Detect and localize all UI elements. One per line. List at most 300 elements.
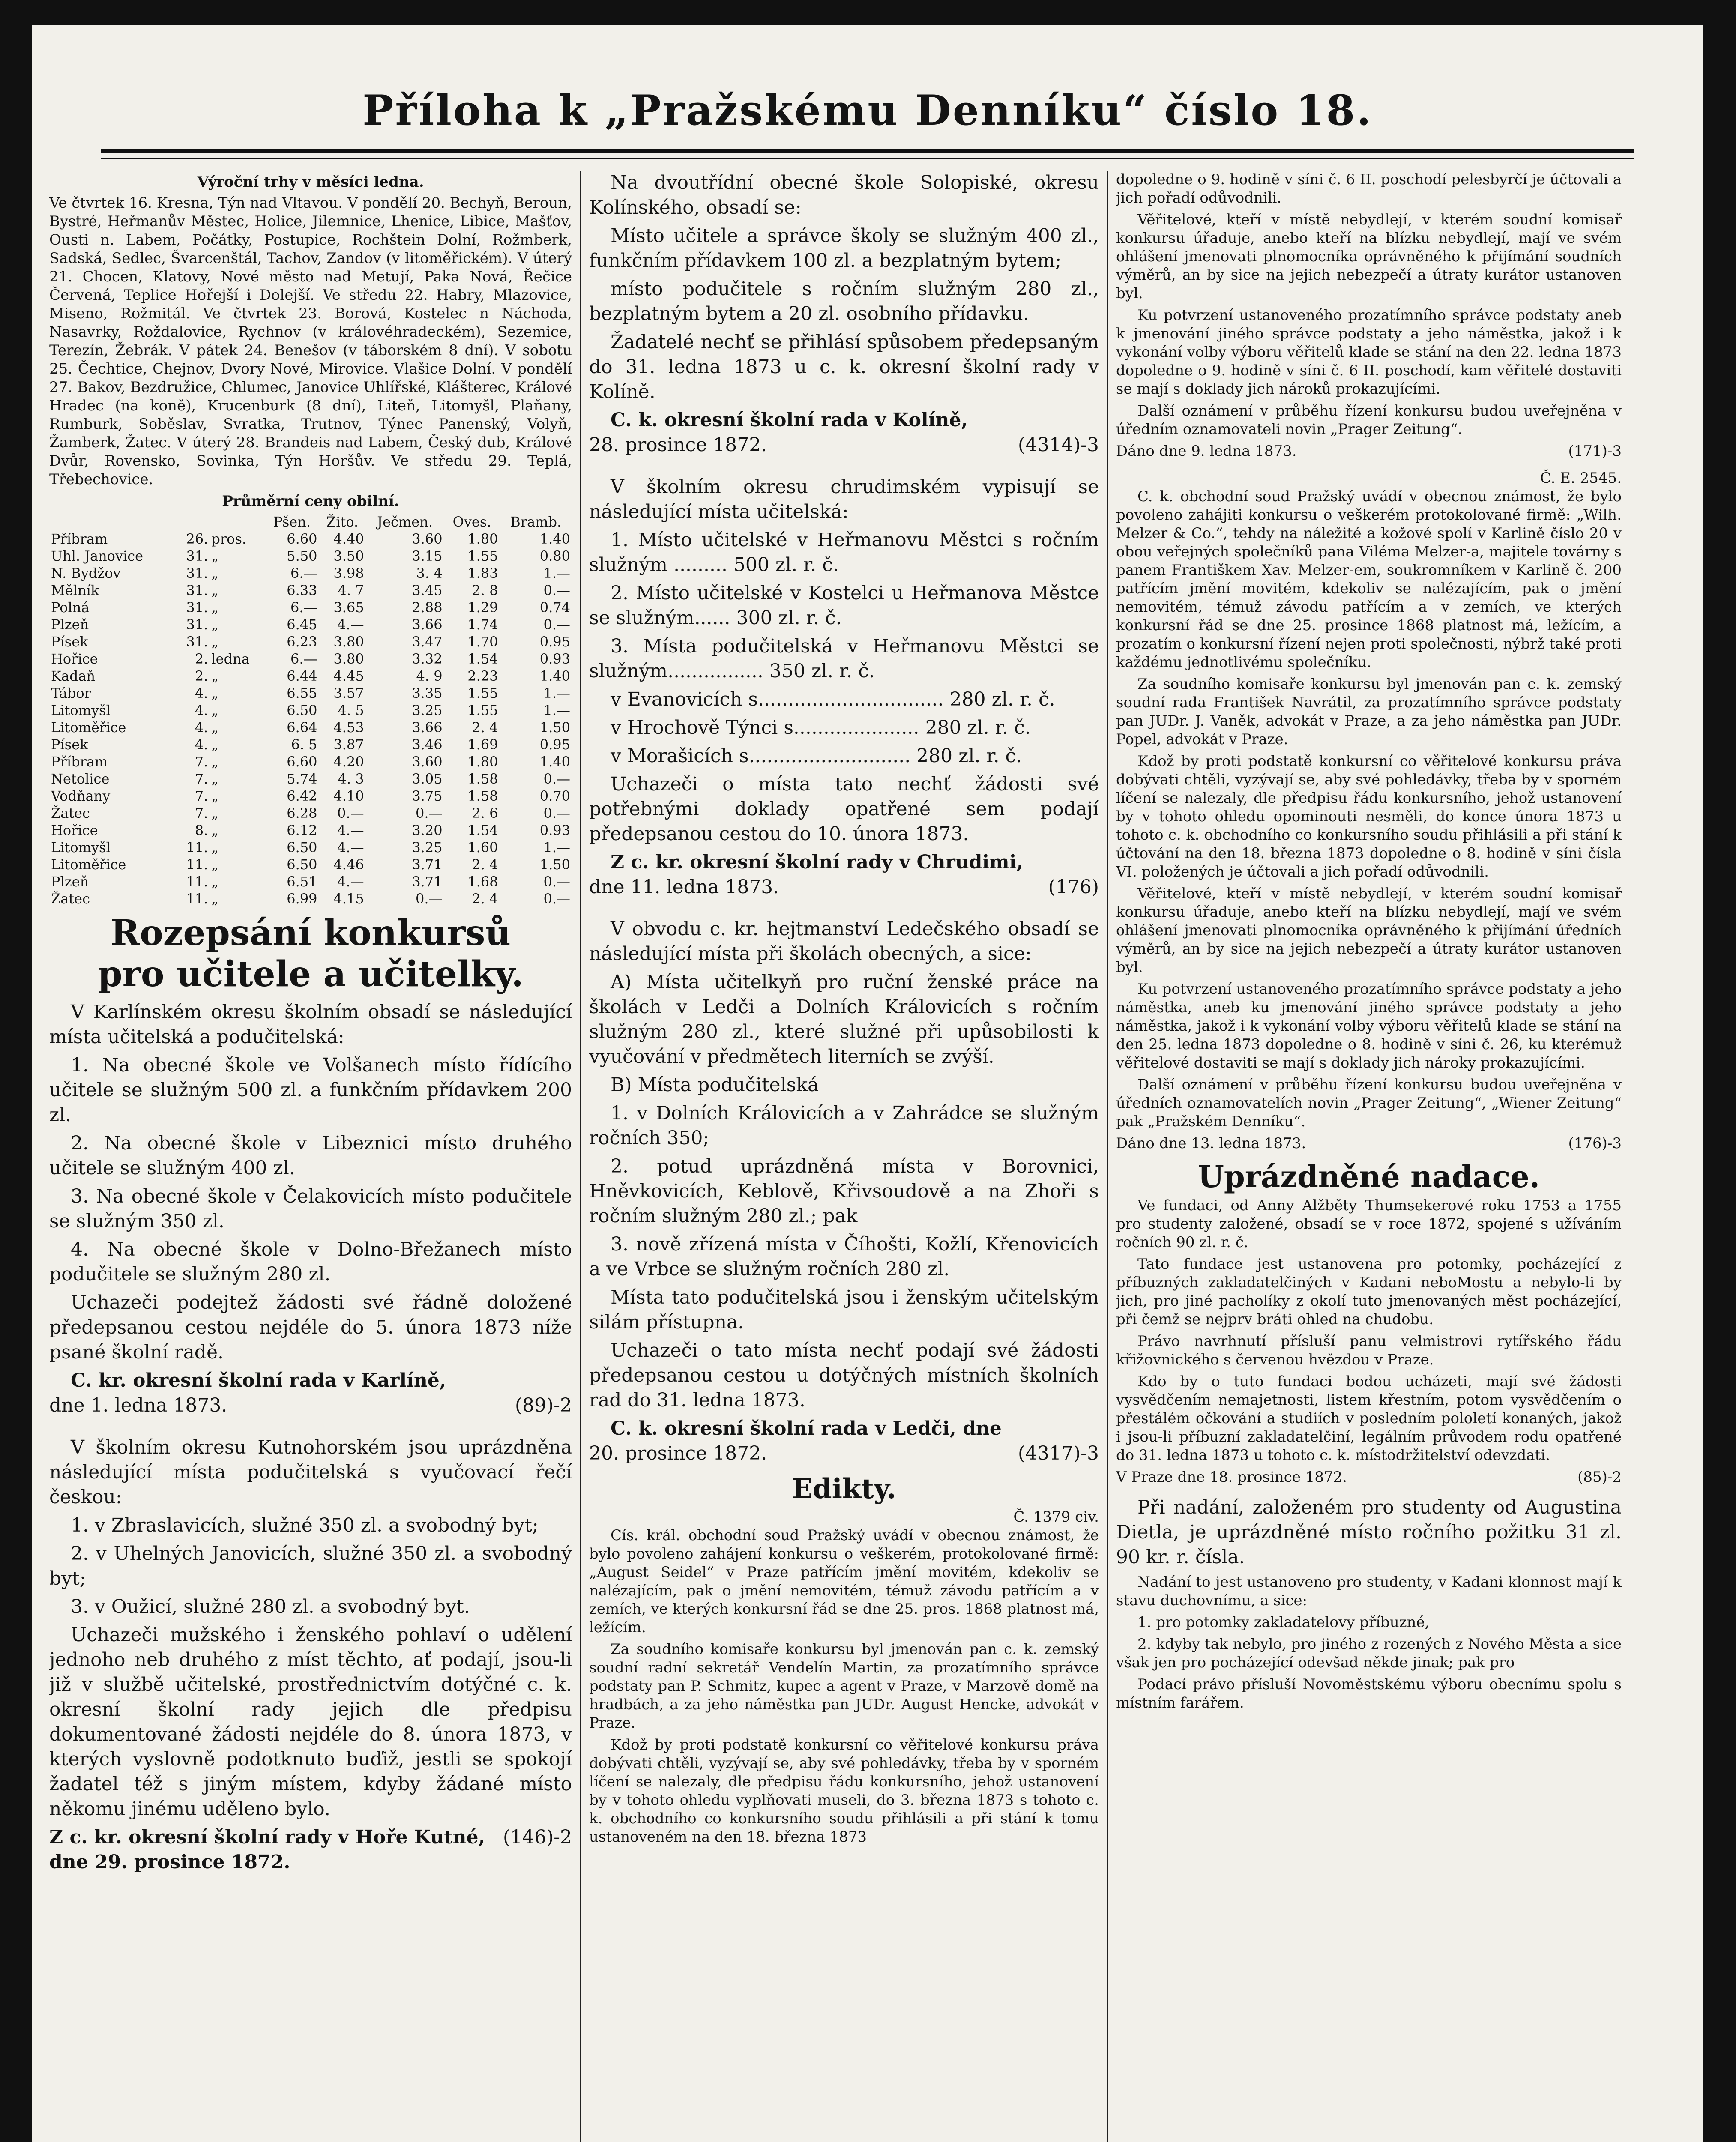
- table-cell: Uhl. Janovice: [51, 548, 144, 564]
- karlin-intro: V Karlínském okresu školním obsadí se následující místa učitelská a podučitelská:: [49, 1001, 572, 1048]
- edikt2-number: Č. E. 2545.: [1540, 470, 1622, 487]
- table-cell: 4. 9: [416, 668, 443, 684]
- list-item: 1. Místo učitelské v Heřmanovu Městci s ročním služným ......... 500 zl. r. č.: [589, 529, 1099, 576]
- further-notice-paragraph: Další oznámení v průběhu řízení konkursu budou uveřejněna v úředním oznamovateli novin „Prager Zeitung“.: [1116, 402, 1622, 438]
- table-cell: 3.66: [412, 719, 443, 736]
- table-cell: 1.29: [467, 599, 498, 616]
- list-item: 2. potud uprázdněná místa v Borovnici, Hněvkovicích, Keblově, Křivsoudově a na Zhoři s ročním služným 280 zl.; pak: [589, 1155, 1099, 1227]
- ref-2: (176)-3: [1568, 1135, 1622, 1152]
- confirmation-paragraph: Ku potvrzení ustanoveného prozatímního správce podstaty aneb k jmenování jiného správce podstaty a jeho náměstka, jakož i k vykonání volby výboru věřitelů klade se stání na den 22. ledna 1873 dopoledne o 9. hodině v síni č. 6 II. poschodí, kam věřitelé dostaviti se mají s doklady jich nároků prokazujícími.: [1116, 307, 1622, 398]
- list-item: 2. v Uhelných Janovicích, služné 350 zl. a svobodný byt;: [49, 1543, 572, 1589]
- chrudim-date-line: [589, 875, 1099, 900]
- table-cell: 6.—: [290, 599, 317, 616]
- table-header-cell: Oves.: [452, 514, 491, 530]
- table-cell: 1.70: [467, 634, 498, 650]
- table-header-cell: [49, 513, 176, 530]
- chrudim-note: Uchazeči o místa tato nechť žádosti své potřebnými doklady opatřené sem podají předepsanou cestou do 10. února 1873.: [589, 773, 1099, 845]
- table-cell: Tábor: [51, 685, 91, 701]
- header-rule-thin: [101, 158, 1634, 159]
- table-cell: 0.—: [416, 891, 443, 907]
- section-heading: Rozepsání konkursů: [110, 912, 511, 954]
- table-cell: 4.40: [333, 531, 364, 547]
- solopisk-date-line: [589, 433, 1099, 458]
- table-cell: „: [211, 874, 218, 890]
- table-cell: Plzeň: [51, 616, 89, 633]
- table-cell: 1.55: [467, 548, 498, 564]
- table-header-cell: Pšen.: [273, 514, 311, 530]
- table-cell: 3. 4: [416, 565, 443, 581]
- date-2: Dáno dne 13. ledna 1873.: [1116, 1135, 1306, 1152]
- table-row: [49, 736, 572, 753]
- table-cell: 4.15: [333, 891, 364, 907]
- table-cell: 3.25: [412, 702, 443, 718]
- table-cell: 1.69: [467, 736, 498, 753]
- table-cell: 4.—: [337, 616, 364, 633]
- table-cell: 1.—: [543, 685, 570, 701]
- table-row: [49, 822, 572, 839]
- table-row: [49, 685, 572, 702]
- list-item: 4. Na obecné škole v Dolno-Břežanech místo podučitele se služným 280 zl.: [49, 1239, 572, 1285]
- table-cell: ledna: [211, 651, 250, 667]
- karlin-date-line: [49, 1393, 572, 1418]
- table-cell: 0.—: [543, 771, 570, 787]
- table-cell: „: [211, 771, 218, 787]
- table-cell: Písek: [51, 634, 88, 650]
- chrudim-date: dne 11. ledna 1873.: [589, 876, 779, 898]
- table-cell: 0.—: [337, 805, 364, 821]
- foundations-heading: Uprázdněné nadace.: [1197, 1159, 1540, 1194]
- table-cell: 6.44: [287, 668, 317, 684]
- table-row: [49, 890, 572, 907]
- list-item: 3. Místa podučitelská v Heřmanovu Městci se služným................ 350 zl. r. č.: [589, 635, 1099, 682]
- table-cell: 6.50: [287, 856, 317, 873]
- list-item: 2. kdyby tak nebylo, pro jiného z rozených z Nového Města a sice však jen pro pocházející odevšad někde jinak; pak pro: [1116, 1636, 1622, 1671]
- table-row: [49, 702, 572, 719]
- table-cell: Litoměřice: [51, 719, 126, 736]
- table-cell: 11.: [186, 839, 208, 856]
- table-cell: 1.83: [467, 565, 498, 581]
- table-cell: 3.98: [333, 565, 364, 581]
- table-cell: 3.60: [412, 754, 443, 770]
- table-cell: Polná: [51, 599, 90, 616]
- kutna-signature: Z c. kr. okresní školní rady v Hoře Kutné, dne 29. prosince 1872.: [49, 1826, 485, 1873]
- list-item: 2. Na obecné škole v Libeznici místo druhého učitele se služným 400 zl.: [49, 1132, 572, 1179]
- table-cell: 5.74: [287, 771, 317, 787]
- column-right: [1116, 171, 1622, 2142]
- table-cell: 4.: [195, 719, 208, 736]
- list-item: 3. Na obecné škole v Čelakovicích místo podučitele se služným 350 zl.: [49, 1185, 572, 1232]
- table-cell: 4.20: [333, 754, 364, 770]
- table-cell: 0.95: [539, 634, 570, 650]
- column-middle: [589, 171, 1099, 2142]
- table-cell: 1.40: [539, 754, 570, 770]
- table-cell: „: [211, 668, 218, 684]
- table-cell: 6.64: [287, 719, 317, 736]
- table-cell: „: [211, 702, 218, 718]
- table-cell: 3.50: [333, 548, 364, 564]
- table-cell: 6.33: [287, 582, 317, 598]
- list-item: 3. v Oužicí, služné 280 zl. a svobodný byt.: [71, 1596, 470, 1618]
- page-header: [32, 76, 1703, 145]
- ledec-note1: Místa tato podučitelská jsou i ženským učitelským silám přístupna.: [589, 1286, 1099, 1333]
- newspaper-page: [32, 25, 1703, 2142]
- table-cell: „: [211, 548, 218, 564]
- table-cell: 1.60: [467, 839, 498, 856]
- table-row: [49, 547, 572, 565]
- table-cell: „: [211, 736, 218, 753]
- table-cell: 4.10: [333, 788, 364, 804]
- list-item: 1. pro potomky zakladatelovy příbuzné,: [1137, 1614, 1430, 1631]
- prices-title: Průměrní ceny obilní.: [222, 493, 399, 510]
- table-cell: N. Bydžov: [51, 565, 121, 581]
- table-cell: Mělník: [51, 582, 99, 598]
- table-cell: 0.74: [539, 599, 570, 616]
- table-cell: 4.45: [333, 668, 364, 684]
- table-row: [49, 873, 572, 890]
- table-cell: „: [211, 788, 218, 804]
- table-cell: „: [211, 685, 218, 701]
- table-cell: 2. 4: [472, 719, 498, 736]
- foundation-p4: Kdo by o tuto fundaci bodou ucházeti, mají své žádosti vysvědčením nemajetnosti, listem křestním, potom vysvědčením o přestálém očkování a studiích v posledním pololetí konaných, jakož i jsou-li příbuzní zakladatelčiní, legálním průvodem rodu opatřené do 31. ledna 1873 u tohoto c. k. místodržitelství odevzdati.: [1116, 1373, 1622, 1464]
- table-cell: Hořice: [51, 822, 98, 838]
- table-cell: 0.95: [539, 736, 570, 753]
- table-cell: 4.53: [333, 719, 364, 736]
- table-cell: „: [211, 616, 218, 633]
- table-cell: „: [211, 599, 218, 616]
- table-row: [49, 856, 572, 873]
- table-row: [49, 599, 572, 616]
- table-cell: 6.50: [287, 702, 317, 718]
- table-cell: 3.65: [333, 599, 364, 616]
- edikt2-text: C. k. obchodní soud Pražský uvádí v obecnou známost, že bylo povoleno zahájiti konkursu o veškerém protokolované firmě: „Wilh. Melzer & Co.“, tehdy na náležité a kožové spolí v Karlině číslo 20 v obou veřejných společníků pana Viléma Melzer-a, majitele továrny s panem Františkem Xav. Melzer-em, soukromníkem v Karlině č. 200 patřícím jmění movitém, kdekoliv se nalézajícím, pak o jmění nemovitém, témuž závodu patřícím a v zemích, ve kterých konkursní řád se dne 25. prosince 1868 platnost má, ležícím, a prozatím o konkursní řízení nejen proti společnosti, nýbrž také proti každému jednotlivému společníku.: [1116, 488, 1622, 671]
- table-cell: 31.: [186, 616, 208, 633]
- table-cell: 3.20: [412, 822, 443, 838]
- edikt1-p3: Kdož by proti podstatě konkursní co věřitelové konkursu práva dobývati chtěli, vyzývají se, aby své pohledávky, třeba by v sporném líčení se nalezaly, dle předpisu řádu konkursního, jehož ustanovení by v tohoto ohledu vyplňovati museli, do 3. března 1873 s tohoto c. k. obchodního co konkursního soudu přihlásili a při stání k tomu ustanoveném na den 18. března 1873: [589, 1736, 1099, 1846]
- table-cell: 6.—: [290, 651, 317, 667]
- table-cell: 3.87: [333, 736, 364, 753]
- table-cell: Litoměřice: [51, 856, 126, 873]
- table-row: [49, 787, 572, 805]
- ledec-note2: Uchazeči o tato místa nechť podají své žádosti předepsanou cestou u dotýčných místních školních rad do 31. ledna 1873.: [589, 1340, 1099, 1411]
- table-cell: Příbram: [51, 531, 108, 547]
- table-cell: 4.: [195, 736, 208, 753]
- table-cell: 0.93: [539, 651, 570, 667]
- table-cell: 3.25: [412, 839, 443, 856]
- table-cell: 1.55: [467, 702, 498, 718]
- table-cell: 6.45: [287, 616, 317, 633]
- solopisk-ref: (4314)-3: [1018, 434, 1099, 456]
- foundation-p2: Tato fundace jest ustanovena pro potomky, pocházející z příbuzných zakladatelčiných v Kadani neboMostu a nebylo-li by jich, pro jiné pacholíky z okolí tuto jmenovaných měst pocházející, při čemž se nejprv bráti ohled na chudobu.: [1116, 1256, 1622, 1328]
- table-cell: „: [211, 822, 218, 838]
- creditors-paragraph: Věřitelové, kteří v místě nebydlejí, v kterém soudní komisař konkursu úřaduje, anebo kteří na blízku nebydlejí, mají ve svém ohlášení jmenovati plnomocníka oprávněného k přijímání soudních výměrů, an by sice na jejich nebezpečí a útraty kurátor ustanoven byl.: [1116, 211, 1622, 302]
- table-cell: 1.40: [539, 531, 570, 547]
- foundation-p5: Při nadání, založeném pro studenty od Augustina Dietla, je uprázdněné místo ročního požitku 31 zl. 90 kr. r. čísla.: [1116, 1496, 1622, 1568]
- table-cell: 1.54: [467, 822, 498, 838]
- table-cell: 3.71: [412, 874, 443, 890]
- ledec-date-line: [589, 1441, 1099, 1466]
- table-cell: Žatec: [51, 805, 90, 821]
- table-cell: 2.23: [467, 668, 498, 684]
- table-cell: 0.—: [543, 874, 570, 890]
- table-cell: 0.—: [543, 616, 570, 633]
- table-cell: 0.93: [539, 822, 570, 838]
- table-cell: 0.80: [539, 548, 570, 564]
- table-cell: 3.80: [333, 651, 364, 667]
- foundation-date: V Praze dne 18. prosince 1872.: [1116, 1469, 1347, 1486]
- list-item: v Morašicích s........................... 280 zl. r. č.: [611, 745, 1022, 767]
- list-item: 3. nově zřízená místa v Číhošti, Kožlí, Křenovicích a ve Vrbce se služným ročních 280 zl.: [589, 1233, 1099, 1280]
- table-cell: Litomyšl: [51, 702, 111, 718]
- foundation-date-line: [1116, 1468, 1622, 1487]
- table-cell: 7.: [195, 788, 208, 804]
- table-cell: 4. 7: [338, 582, 364, 598]
- table-cell: 6.60: [287, 531, 317, 547]
- header-title: Příloha k „Pražskému Denníku“ číslo 18.: [362, 86, 1373, 135]
- table-cell: 0.—: [416, 805, 443, 821]
- list-item: v Hrochově Týnci s..................... 280 zl. r. č.: [611, 717, 1031, 739]
- table-cell: Hořice: [51, 651, 98, 667]
- table-header-cell: Žito.: [326, 514, 359, 530]
- table-cell: 6. 5: [291, 736, 317, 753]
- table-cell: 6.—: [290, 565, 317, 581]
- section-heading-sub: pro učitele a učitelky.: [98, 954, 524, 995]
- table-cell: 3.05: [412, 771, 443, 787]
- table-cell: Plzeň: [51, 874, 89, 890]
- table-cell: 0.—: [543, 805, 570, 821]
- table-cell: 26.: [186, 531, 208, 547]
- table-cell: 3.45: [412, 582, 443, 598]
- edikt1-text: Cís. král. obchodní soud Pražský uvádí v obecnou známost, že bylo povoleno zahájení konkursu o veškerém, protokolované firmě: „August Seidel“ v Praze patřícím jmění movitém, kdekoliv se nalézajícím, pak o jmění nemovitém, témuž závodu patřícím a v zemích, ve kterých konkursní řád se dne 25. pros. 1868 platnost má, ležícím.: [589, 1527, 1099, 1636]
- table-cell: 4. 3: [338, 771, 364, 787]
- table-cell: 1.40: [539, 668, 570, 684]
- table-cell: 2.: [195, 651, 208, 667]
- table-cell: 7.: [195, 771, 208, 787]
- table-cell: 0.—: [543, 582, 570, 598]
- table-cell: Netolice: [51, 771, 110, 787]
- kutna-ref: (146)-2: [503, 1826, 572, 1848]
- header-rule: [101, 149, 1634, 153]
- edikt1-number: Č. 1379 civ.: [1013, 1508, 1099, 1526]
- table-cell: 1.58: [467, 771, 498, 787]
- karlin-signature: C. kr. okresní školní rada v Karlíně,: [71, 1370, 446, 1391]
- table-row: [49, 667, 572, 685]
- table-cell: Litomyšl: [51, 839, 111, 856]
- table-row: [49, 565, 572, 582]
- fairs-title: Výroční trhy v měsíci ledna.: [197, 174, 424, 191]
- table-cell: „: [211, 719, 218, 736]
- date-1: Dáno dne 9. ledna 1873.: [1116, 443, 1297, 460]
- table-row: [49, 770, 572, 787]
- table-cell: 2.: [195, 668, 208, 684]
- table-cell: pros.: [211, 531, 247, 547]
- table-cell: 4.—: [337, 874, 364, 890]
- table-cell: 2. 4: [472, 891, 498, 907]
- table-cell: 5.50: [287, 548, 317, 564]
- table-cell: 4. 5: [338, 702, 364, 718]
- solopisk-p1: Místo učitele a správce školy se služným 400 zl., funkčním přídavkem 100 zl. a bezplatným bytem;: [589, 225, 1099, 272]
- table-row: [49, 839, 572, 856]
- table-cell: „: [211, 634, 218, 650]
- table-row: [49, 582, 572, 599]
- table-cell: 2. 4: [472, 856, 498, 873]
- ledec-b-title: B) Místa podučitelská: [611, 1074, 819, 1096]
- table-cell: 4.—: [337, 839, 364, 856]
- table-cell: 0.70: [539, 788, 570, 804]
- karlin-ref: (89)-2: [515, 1394, 572, 1416]
- karlin-date: dne 1. ledna 1873.: [49, 1394, 227, 1416]
- edikt2-p2: Za soudního komisaře konkursu byl jmenován pan c. k. zemský soudní rada František Navrátil, za prozatímního správce podstaty pan JUDr. J. Vaněk, advokát v Praze, a za jeho náměstka pan JUDr. Popel, advokát v Praze.: [1116, 676, 1622, 748]
- table-cell: 7.: [195, 805, 208, 821]
- table-cell: 3.32: [412, 651, 443, 667]
- table-row: [49, 530, 572, 547]
- karlin-note: Uchazeči podejtež žádosti své řádně doložené předepsanou cestou nejdéle do 5. února 1873 níže psané školní radě.: [49, 1292, 572, 1363]
- table-cell: 1.54: [467, 651, 498, 667]
- column-left: [49, 171, 572, 2142]
- table-cell: 3.35: [412, 685, 443, 701]
- solopisk-p2: místo podučitele s ročním služným 280 zl., bezplatným bytem a 20 zl. osobního přídavku.: [589, 278, 1099, 325]
- table-cell: 4.: [195, 702, 208, 718]
- table-cell: 4.: [195, 685, 208, 701]
- table-header-cell: [176, 513, 210, 530]
- table-cell: Kadaň: [51, 668, 96, 684]
- foundation-ref: (85)-2: [1577, 1469, 1622, 1486]
- table-header-cell: Bramb.: [510, 514, 562, 530]
- ledec-intro: V obvodu c. kr. hejtmanství Ledečského obsadí se následující místa při školách obecných, a sice:: [589, 918, 1099, 965]
- table-cell: Písek: [51, 736, 88, 753]
- table-header-cell: Ječmen.: [377, 514, 433, 530]
- table-cell: 1.58: [467, 788, 498, 804]
- ref-1: (171)-3: [1568, 443, 1622, 460]
- foundation-p7: Podací právo přísluší Novoměstskému výboru obecnímu spolu s místním farářem.: [1116, 1676, 1622, 1711]
- table-row: [49, 753, 572, 770]
- edikt2-p5: Ku potvrzení ustanoveného prozatímního správce podstaty a jeho náměstka, aneb ku jmenování jiného správce podstaty a jeho náměstka, jakož i k vykonání volby výboru věřitelů klade se stání na den 25. ledna 1873 dopoledne o 8. hodině v síni č. 26, ku kterémuž věřitelové dostaviti se mají s doklady jich nároky prokazujícími.: [1116, 981, 1622, 1071]
- solopisk-note: Žadatelé nechť se přihlásí spůsobem předepsaným do 31. ledna 1873 u c. k. okresní školní rady v Kolíně.: [589, 331, 1099, 403]
- table-cell: Žatec: [51, 891, 90, 907]
- table-cell: 6.42: [287, 788, 317, 804]
- edikt2-p4: Věřitelové, kteří v místě nebydlejí, v kterém soudní komisař konkursu úřaduje, anebo kteří na blízku nebydlejí, mají ve svém ohlášení jmenovati plnomocníka oprávněného k přijímání úředních výměrů, an by sice na jejich nebezpečí a útraty kurátor ustanoven byl.: [1116, 885, 1622, 976]
- fairs-text: Ve čtvrtek 16. Kresna, Týn nad Vltavou. V pondělí 20. Bechyň, Beroun, Bystré, Heřmanův Městec, Holice, Jilemnice, Lhenice, Libice, Mašťov, Ousti n. Labem, Počátky, Postupice, Rochštein Dolní, Rožmberk, Sadská, Sedlec, Švarcenštál, Tachov, Zandov (v litoměřickém). V úterý 21. Chocen, Klatovy, Nové město nad Metují, Paka Nová, Řečice Červená, Teplice Hořejší i Dolejší. Ve středu 22. Habry, Mlazovice, Miseno, Rožmitál. Ve čtvrtek 23. Borová, Kostelec n Náchoda, Nasavrky, Roždalovice, Rychnov (v královéhradeckém), Sezemice, Terezín, Žebrák. V pátek 24. Benešov (v táborském 8 dní). V sobotu 25. Čechtice, Chejnov, Dvory Nové, Mirovice. Vlašice Dolní. V pondělí 27. Bakov, Bezdružice, Chlumec, Janovice Uhlířské, Klášterec, Králové Hradec (na koně), Krucenburk (8 dní), Liteň, Litomyšl, Plaňany, Rumburk, Soběslav, Svratka, Trutnov, Týnec Panenský, Volyň, Žamberk, Žatec. V úterý 28. Brandeis nad Labem, Český dub, Králové Dvůr, Rovensko, Sovinka, Týn Horšův. Ve středu 29. Teplá, Třebechovice.: [49, 194, 572, 488]
- date-line-2: [1116, 1134, 1622, 1153]
- table-cell: 1.—: [543, 702, 570, 718]
- table-cell: 3.46: [412, 736, 443, 753]
- table-cell: „: [211, 856, 218, 873]
- grain-prices-table: [49, 513, 572, 907]
- table-row: [49, 805, 572, 822]
- table-cell: 1.50: [539, 856, 570, 873]
- ledec-a: A) Místa učitelkyň pro ruční ženské práce na školách v Ledči a Dolních Královicích s ročním služným 280 zl., které služné při upůsobilosti k vyučování v předmětech literních se zvýší.: [589, 971, 1099, 1068]
- table-cell: 4.—: [337, 822, 364, 838]
- table-cell: 6.60: [287, 754, 317, 770]
- solopisk-intro: Na dvoutřídní obecné škole Solopiské, okresu Kolínského, obsadí se:: [589, 172, 1099, 218]
- table-cell: 6.12: [287, 822, 317, 838]
- table-cell: „: [211, 891, 218, 907]
- list-item: 1. Na obecné škole ve Volšanech místo řídícího učitele se služným 500 zl. a funkčním přídavkem 200 zl.: [49, 1054, 572, 1126]
- chrudim-signature: Z c. kr. okresní školní rady v Chrudimi,: [611, 851, 1023, 873]
- table-row: [49, 650, 572, 667]
- kutna-note: Uchazeči mužského i ženského pohlaví o udělení jednoho neb druhého z míst těchto, ať podají, jsou-li již v službě učitelské, prostřednictvím dotýčné c. k. okresní školní rady jejich dle předpisu dokumentované žádosti nejdéle do 8. února 1873, v kterých vyslovně podotknuto buďiž, jestli se spokojí žadatel též s jiným místem, kdyby žádané místo někomu jinému uděleno bylo.: [49, 1624, 572, 1820]
- table-cell: 1.—: [543, 565, 570, 581]
- kutna-signature-line: [49, 1825, 572, 1875]
- col3-top-text: dopoledne o 9. hodině v síni č. 6 II. poschodí pelesbyrčí je účtovali a jich pořadí odůvodnili.: [1116, 171, 1622, 206]
- table-cell: 3.47: [412, 634, 443, 650]
- table-cell: 8.: [195, 822, 208, 838]
- table-cell: 6.51: [287, 874, 317, 890]
- table-cell: 1.—: [543, 839, 570, 856]
- edikt2-p3: Kdož by proti podstatě konkursní co věřitelové konkursu práva dobývati chtěli, vyzývají se, aby své pohledávky, třeba by v sporném líčení se nalezaly, dle předpisu řádu konkursního, jehož ustanovení by v tohoto ohledu opominouti nesměli, do konce února 1873 u tohoto c. k. obchodního co konkursního soudu přihlásili a při stání k účtování na den 18. března 1873 dopoledne o 8. hodině v síni čísla VI. položených je účtovali a jich pořadí odůvodnili.: [1116, 753, 1622, 880]
- ledec-ref: (4317)-3: [1018, 1442, 1099, 1464]
- list-item: 1. v Zbraslavicích, služné 350 zl. a svobodný byt;: [71, 1514, 539, 1536]
- table-cell: 31.: [186, 582, 208, 598]
- list-item: 1. v Dolních Královicích a v Zahrádce se služným ročních 350;: [589, 1102, 1099, 1149]
- table-cell: „: [211, 754, 218, 770]
- table-cell: 6.28: [287, 805, 317, 821]
- table-cell: 31.: [186, 565, 208, 581]
- table-cell: 2.88: [412, 599, 443, 616]
- chrudim-intro: V školním okresu chrudimském vypisují se následující místa učitelská:: [589, 476, 1099, 523]
- table-cell: 3.57: [333, 685, 364, 701]
- table-row: [49, 633, 572, 650]
- foundation-p1: Ve fundaci, od Anny Alžběty Thumsekerové roku 1753 a 1755 pro studenty založené, obsadí se v roce 1872, spojené s užíváním ročních 90 zl. r. č.: [1116, 1197, 1622, 1251]
- edikt2-p6: Další oznámení v průběhu řízení konkursu budou uveřejněna v úředních oznamovatelích novin „Prager Zeitung“, „Wiener Zeitung“ pak „Pražském Denníku“.: [1116, 1076, 1622, 1130]
- table-header-row: [49, 513, 572, 530]
- table-cell: 31.: [186, 548, 208, 564]
- table-row: [49, 719, 572, 736]
- table-cell: 1.80: [467, 754, 498, 770]
- table-cell: 2. 6: [472, 805, 498, 821]
- table-cell: 0.—: [543, 891, 570, 907]
- solopisk-signature: C. k. okresní školní rada v Kolíně,: [611, 409, 968, 431]
- date-line-1: [1116, 442, 1622, 461]
- table-cell: 4.46: [333, 856, 364, 873]
- table-cell: 1.74: [467, 616, 498, 633]
- table-cell: 6.23: [287, 634, 317, 650]
- table-cell: 3.60: [412, 531, 443, 547]
- table-cell: 11.: [186, 891, 208, 907]
- list-item: v Evanovicích s............................... 280 zl. r. č.: [611, 688, 1055, 710]
- table-cell: 7.: [195, 754, 208, 770]
- column-divider: [580, 171, 581, 2142]
- table-cell: „: [211, 582, 218, 598]
- table-cell: 3.80: [333, 634, 364, 650]
- ledec-signature: C. k. okresní školní rada v Ledči, dne: [611, 1418, 1002, 1439]
- table-cell: 3.75: [412, 788, 443, 804]
- table-cell: 6.99: [287, 891, 317, 907]
- table-cell: Příbram: [51, 754, 108, 770]
- table-cell: 3.15: [412, 548, 443, 564]
- table-cell: 31.: [186, 634, 208, 650]
- table-cell: 3.71: [412, 856, 443, 873]
- table-cell: 1.55: [467, 685, 498, 701]
- table-cell: 3.66: [412, 616, 443, 633]
- table-cell: 6.50: [287, 839, 317, 856]
- table-cell: „: [211, 565, 218, 581]
- solopisk-date: 28. prosince 1872.: [589, 434, 767, 456]
- foundation-p3: Právo navrhnutí přísluší panu velmistrovi rytířského řádu křižovnického s červenou hvězdou v Praze.: [1116, 1333, 1622, 1368]
- table-header-cell: [210, 513, 265, 530]
- list-item: 2. Místo učitelské v Kostelci u Heřmanova Městce se služným...... 300 zl. r. č.: [589, 582, 1099, 629]
- table-cell: 1.50: [539, 719, 570, 736]
- table-cell: „: [211, 839, 218, 856]
- table-cell: „: [211, 805, 218, 821]
- table-cell: 11.: [186, 874, 208, 890]
- table-cell: 31.: [186, 599, 208, 616]
- edikty-heading: Edikty.: [792, 1473, 896, 1505]
- table-cell: 2. 8: [472, 582, 498, 598]
- table-cell: 1.68: [467, 874, 498, 890]
- table-cell: 6.55: [287, 685, 317, 701]
- column-divider: [1107, 171, 1108, 2142]
- table-row: [49, 616, 572, 633]
